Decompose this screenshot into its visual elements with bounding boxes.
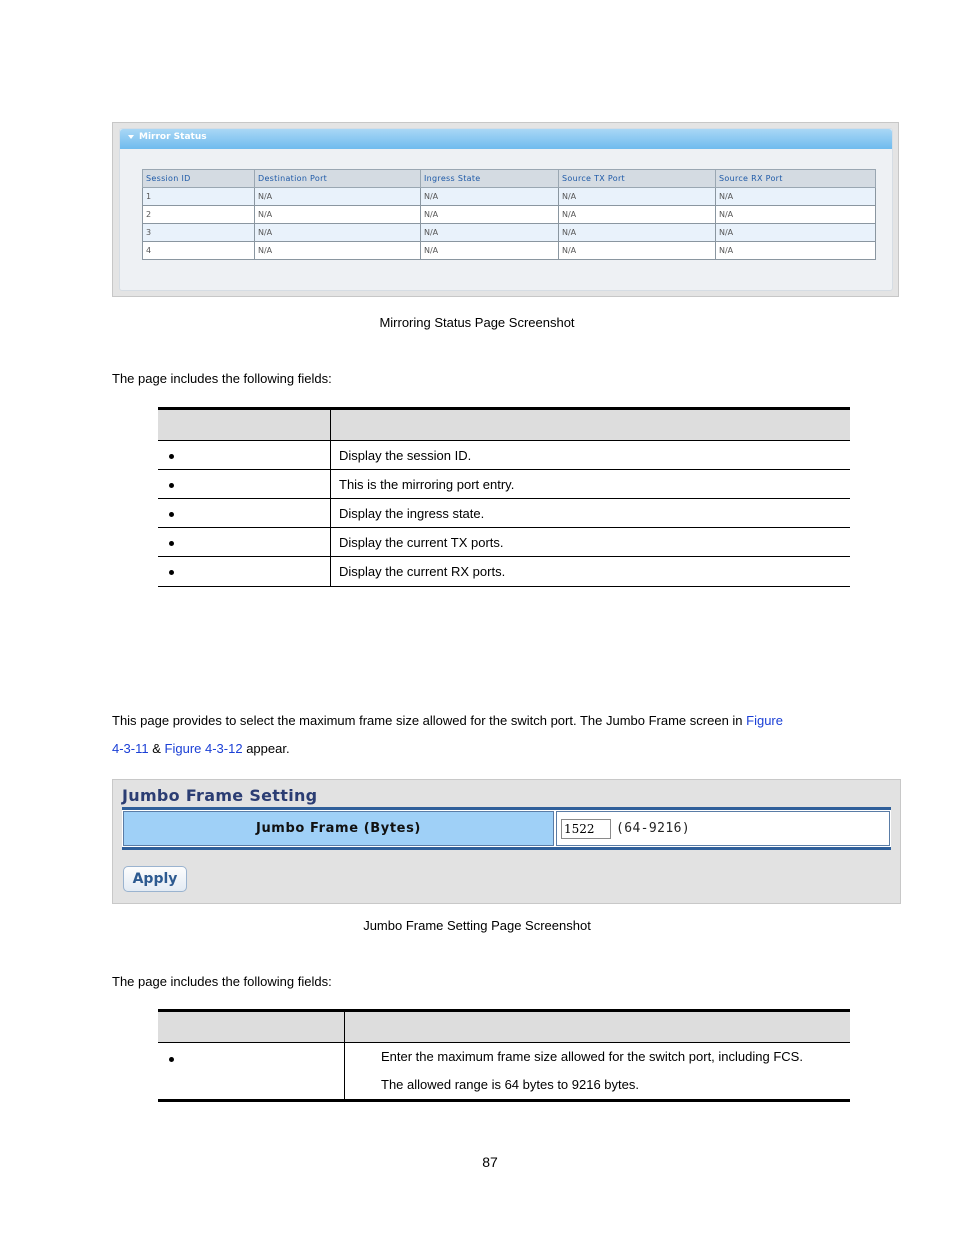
table-cell: N/A: [559, 206, 716, 224]
table-cell: N/A: [716, 188, 876, 206]
field-description: The allowed range is 64 bytes to 9216 bytes.: [381, 1077, 639, 1092]
field-description: This is the mirroring port entry.: [331, 470, 851, 499]
table-cell: N/A: [255, 188, 421, 206]
table-row: [143, 242, 876, 260]
field-description: Enter the maximum frame size allowed for the switch port, including FCS.: [381, 1049, 803, 1064]
column-header: Source TX Port: [559, 170, 716, 188]
table-row: [143, 188, 876, 206]
table-cell: 4: [143, 242, 255, 260]
jumbo-frame-value-cell: [556, 811, 890, 846]
mirror-status-title: Mirror Status: [139, 132, 207, 142]
table-row: [158, 441, 850, 470]
table-cell: N/A: [421, 242, 559, 260]
mirror-status-table: [142, 169, 876, 260]
table-row: [158, 1043, 850, 1100]
figure-link[interactable]: Figure: [746, 713, 783, 728]
fields-intro-2: The page includes the following fields:: [112, 974, 332, 989]
jumbo-frame-caption: Jumbo Frame Setting Page Screenshot: [363, 918, 591, 933]
page-number: 87: [482, 1154, 498, 1170]
mirror-status-caption: Mirroring Status Page Screenshot: [379, 315, 575, 330]
table-cell: N/A: [716, 206, 876, 224]
table-cell: N/A: [255, 206, 421, 224]
jumbo-frame-row: [122, 807, 891, 850]
field-description: Display the session ID.: [331, 441, 851, 470]
figure-link[interactable]: 4-3-11: [112, 741, 149, 756]
mirror-status-panel: [119, 128, 893, 291]
bullet-icon: [169, 512, 174, 517]
table-cell: N/A: [421, 224, 559, 242]
jumbo-frame-screenshot: [112, 779, 901, 904]
table-cell: N/A: [421, 188, 559, 206]
table-row: [158, 499, 850, 528]
table-row: [143, 224, 876, 242]
column-header: Session ID: [143, 170, 255, 188]
bullet-icon: [169, 1057, 174, 1062]
table-row: [158, 470, 850, 499]
table-row: [143, 206, 876, 224]
bullet-icon: [169, 570, 174, 575]
column-header: Ingress State: [421, 170, 559, 188]
bullet-icon: [169, 454, 174, 459]
jumbo-frame-input[interactable]: [561, 819, 611, 839]
table-cell: 1: [143, 188, 255, 206]
column-header: Source RX Port: [716, 170, 876, 188]
bullet-icon: [169, 483, 174, 488]
table-header-row: [158, 1012, 850, 1043]
field-description: Display the current TX ports.: [331, 528, 851, 557]
jumbo-frame-title: Jumbo Frame Setting: [122, 786, 318, 805]
table-cell: N/A: [716, 224, 876, 242]
table-row: [158, 528, 850, 557]
table-cell: N/A: [559, 242, 716, 260]
table-cell: N/A: [421, 206, 559, 224]
table-header-row: [143, 170, 876, 188]
table-cell: N/A: [255, 224, 421, 242]
jumbo-frame-range: (64-9216): [616, 821, 691, 836]
jumbo-intro-paragraph: This page provides to select the maximum frame size allowed for the switch port. The Jumbo Frame screen in Figure 4-3-11 & Figure 4-3-12 appear.: [112, 713, 783, 756]
table-cell: 2: [143, 206, 255, 224]
mirror-status-screenshot: [112, 122, 899, 297]
mirror-status-header[interactable]: [120, 129, 892, 149]
figure-link[interactable]: Figure 4-3-12: [164, 741, 243, 756]
table-cell: N/A: [559, 224, 716, 242]
field-description: Display the ingress state.: [331, 499, 851, 528]
table-cell: 3: [143, 224, 255, 242]
table-header-row: [158, 410, 850, 441]
table-cell: N/A: [255, 242, 421, 260]
jumbo-frame-label: Jumbo Frame (Bytes): [123, 811, 554, 846]
fields-table-2: [158, 1009, 850, 1102]
table-cell: N/A: [559, 188, 716, 206]
bullet-icon: [169, 541, 174, 546]
table-cell: N/A: [716, 242, 876, 260]
column-header: Destination Port: [255, 170, 421, 188]
field-description: Display the current RX ports.: [339, 563, 506, 579]
fields-table-1: [158, 407, 850, 587]
table-row: [158, 557, 850, 586]
apply-button[interactable]: Apply: [123, 866, 187, 892]
fields-intro-1: The page includes the following fields:: [112, 371, 332, 386]
collapse-triangle-icon[interactable]: [128, 135, 134, 139]
